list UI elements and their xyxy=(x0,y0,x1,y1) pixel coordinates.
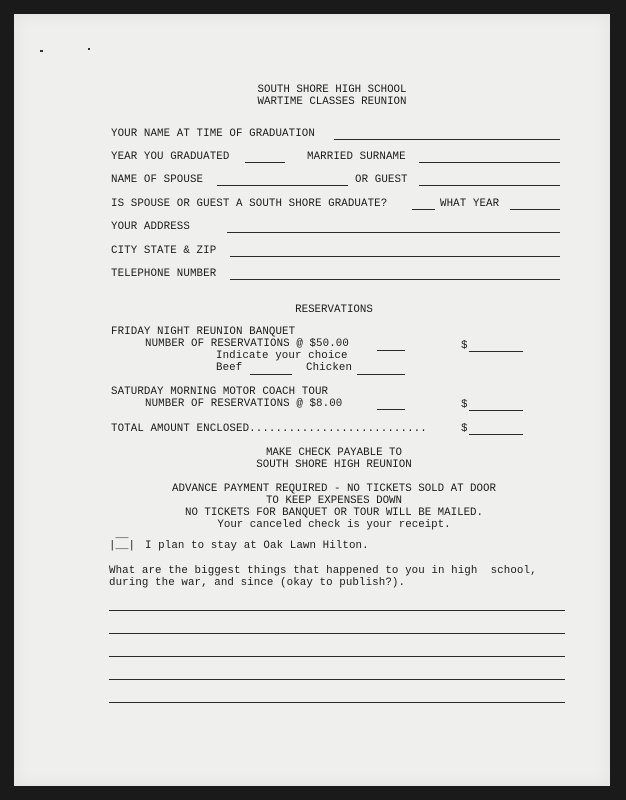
answer-line-2[interactable] xyxy=(109,633,565,634)
field-banquet-count[interactable] xyxy=(377,350,405,351)
question-line-1: What are the biggest things that happened to you in high school, xyxy=(109,565,537,577)
total-label: TOTAL AMOUNT ENCLOSED........................... xyxy=(111,423,427,435)
ink-speck xyxy=(88,48,90,50)
payment-line-3: ADVANCE PAYMENT REQUIRED - NO TICKETS SOLD AT DOOR xyxy=(172,483,496,495)
payment-line-2: SOUTH SHORE HIGH REUNION xyxy=(256,459,412,471)
field-banquet-amount[interactable] xyxy=(469,351,523,352)
field-telephone[interactable] xyxy=(230,279,560,280)
label-name-of-spouse: NAME OF SPOUSE xyxy=(111,174,204,186)
hotel-label: I plan to stay at Oak Lawn Hilton. xyxy=(145,540,369,552)
label-what-year: WHAT YEAR xyxy=(440,198,500,210)
field-tour-count[interactable] xyxy=(377,409,405,410)
field-spouse-graduate[interactable] xyxy=(412,209,435,210)
field-what-year[interactable] xyxy=(510,209,560,210)
label-city-state-zip: CITY STATE & ZIP xyxy=(111,245,217,257)
banquet-count-label: NUMBER OF RESERVATIONS @ $50.00 xyxy=(145,338,349,350)
field-year-graduated[interactable] xyxy=(245,162,285,163)
tour-title: SATURDAY MORNING MOTOR COACH TOUR xyxy=(111,386,329,398)
banquet-title: FRIDAY NIGHT REUNION BANQUET xyxy=(111,326,296,338)
label-address: YOUR ADDRESS xyxy=(111,221,190,233)
label-name-at-graduation: YOUR NAME AT TIME OF GRADUATION xyxy=(111,128,315,140)
answer-line-1[interactable] xyxy=(109,610,565,611)
beef-label: Beef xyxy=(216,362,243,374)
form-page xyxy=(14,14,610,786)
question-line-2: during the war, and since (okay to publish?). xyxy=(109,577,406,589)
total-dollar-sign: $ xyxy=(461,423,468,435)
field-guest[interactable] xyxy=(419,185,560,186)
hotel-checkbox[interactable]: __ |__| xyxy=(109,529,135,552)
label-married-surname: MARRIED SURNAME xyxy=(307,151,406,163)
chicken-label: Chicken xyxy=(306,362,353,374)
field-tour-amount[interactable] xyxy=(469,410,523,411)
ink-speck xyxy=(40,50,43,52)
label-year-graduated: YEAR YOU GRADUATED xyxy=(111,151,230,163)
field-beef[interactable] xyxy=(250,374,292,375)
payment-line-4: TO KEEP EXPENSES DOWN xyxy=(265,495,403,507)
answer-line-5[interactable] xyxy=(109,702,565,703)
answer-line-4[interactable] xyxy=(109,679,565,680)
field-address[interactable] xyxy=(227,232,560,233)
indicate-choice-label: Indicate your choice xyxy=(216,350,348,362)
field-chicken[interactable] xyxy=(357,374,405,375)
tour-count-label: NUMBER OF RESERVATIONS @ $8.00 xyxy=(145,398,343,410)
answer-line-3[interactable] xyxy=(109,656,565,657)
payment-line-1: MAKE CHECK PAYABLE TO xyxy=(265,447,403,459)
field-name-at-graduation[interactable] xyxy=(334,139,560,140)
payment-line-6: Your canceled check is your receipt. xyxy=(217,519,451,531)
header-title: WARTIME CLASSES REUNION xyxy=(257,96,407,108)
label-telephone: TELEPHONE NUMBER xyxy=(111,268,217,280)
tour-dollar-sign: $ xyxy=(461,399,468,411)
header-school: SOUTH SHORE HIGH SCHOOL xyxy=(257,84,407,96)
label-spouse-graduate: IS SPOUSE OR GUEST A SOUTH SHORE GRADUATE? xyxy=(111,198,388,210)
field-city-state-zip[interactable] xyxy=(230,256,560,257)
field-name-of-spouse[interactable] xyxy=(217,185,348,186)
label-or-guest: OR GUEST xyxy=(355,174,408,186)
field-married-surname[interactable] xyxy=(419,162,560,163)
payment-line-5: NO TICKETS FOR BANQUET OR TOUR WILL BE MAILED. xyxy=(184,507,484,519)
reservations-heading: RESERVATIONS xyxy=(295,304,373,316)
banquet-dollar-sign: $ xyxy=(461,340,468,352)
field-total-amount[interactable] xyxy=(469,434,523,435)
